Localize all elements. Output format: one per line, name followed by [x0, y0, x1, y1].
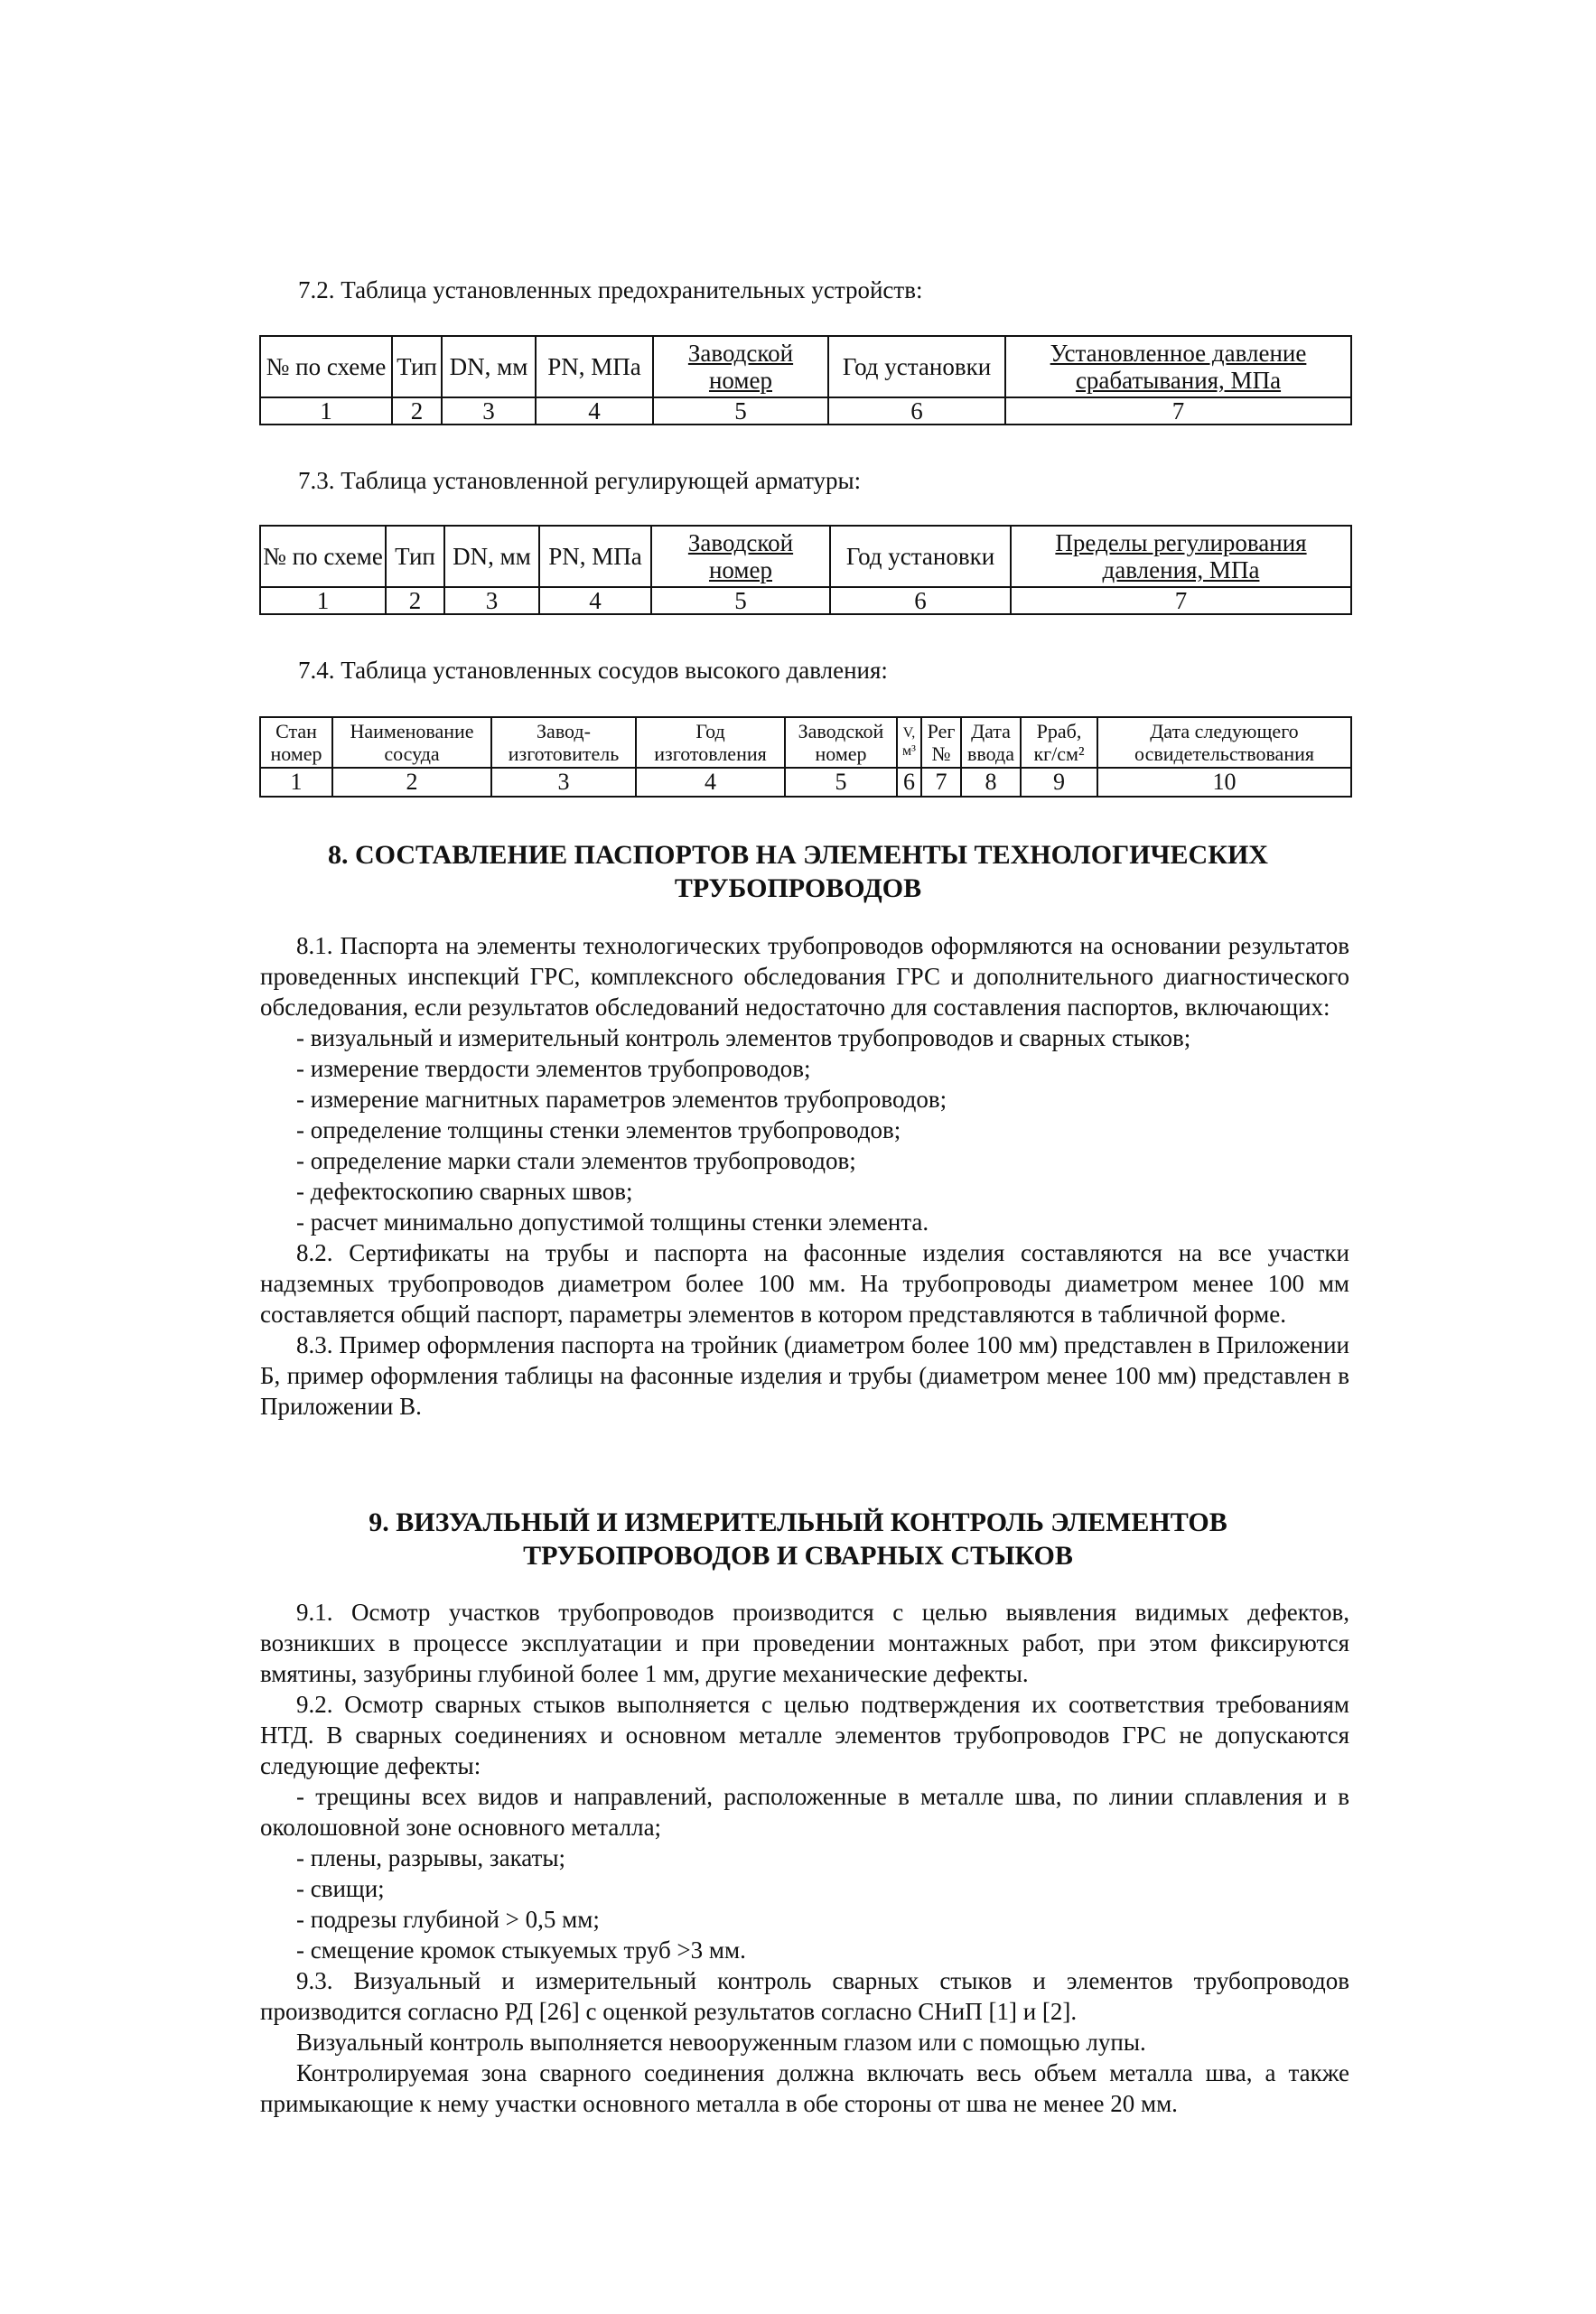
header-cell: Установленное давление срабатывания, МПа	[1005, 336, 1351, 397]
paragraph-9-3-zone: Контролируемая зона сварного соединения должна включать весь объем металла шва, а также примыкающие к нему участки основного металла в обе стороны от шва не менее 20 мм.	[260, 2059, 1349, 2117]
section-8-body	[260, 930, 1349, 1422]
number-cell: 10	[1097, 768, 1351, 797]
table-number-row	[260, 768, 1351, 797]
header-cell: DN, мм	[444, 526, 539, 587]
number-cell: 2	[332, 768, 491, 797]
section-8-title-line1: 8. СОСТАВЛЕНИЕ ПАСПОРТОВ НА ЭЛЕМЕНТЫ ТЕХНОЛОГИЧЕСКИХ	[328, 840, 1268, 870]
number-cell: 2	[392, 397, 442, 425]
header-cell: Рег №	[921, 717, 961, 768]
list-item: - измерение магнитных параметров элементов трубопроводов;	[296, 1086, 947, 1113]
list-item: - измерение твердости элементов трубопроводов;	[296, 1055, 811, 1082]
paragraph-9-1: 9.1. Осмотр участков трубопроводов производится с целью выявления видимых дефектов, возникших в процессе эксплуатации и при проведении монтажных работ, при этом фиксируются вмятины, зазубрины глубиной более 1 мм, другие механические дефекты.	[260, 1599, 1349, 1687]
table-header-row	[260, 336, 1351, 397]
number-cell: 6	[830, 587, 1011, 614]
number-cell: 2	[386, 587, 444, 614]
header-cell: № по схеме	[260, 526, 386, 587]
paragraph-9-2: 9.2. Осмотр сварных стыков выполняется с целью подтверждения их соответствия требованиям НТД. В сварных соединениях и основном металле элементов трубопроводов ГРС не допускаются следующие дефекты:	[260, 1691, 1349, 1779]
section-9-body	[260, 1597, 1349, 2119]
list-item: - дефектоскопию сварных швов;	[296, 1178, 633, 1205]
number-cell: 1	[260, 768, 332, 797]
paragraph-9-3: 9.3. Визуальный и измерительный контроль сварных стыков и элементов трубопроводов производится согласно РД [26] с оценкой результатов согласно СНиП [1] и [2].	[260, 1967, 1349, 2025]
header-cell: Заводской номер	[653, 336, 828, 397]
number-cell: 5	[785, 768, 897, 797]
section-8-heading	[0, 838, 1596, 905]
header-cell: Тип	[386, 526, 444, 587]
number-cell: 1	[260, 587, 386, 614]
header-cell: Стан номер	[260, 717, 332, 768]
number-cell: 5	[653, 397, 828, 425]
paragraph-8-2: 8.2. Сертификаты на трубы и паспорта на фасонные изделия составляются на все участки надземных трубопроводов диаметром более 100 мм. На трубопроводы диаметром менее 100 мм составляется общий паспорт, параметры элементов в котором представляются в табличной форме.	[260, 1239, 1349, 1328]
header-cell: Завод-изготовитель	[491, 717, 636, 768]
number-cell: 8	[961, 768, 1021, 797]
header-cell: Дата ввода	[961, 717, 1021, 768]
list-item: - трещины всех видов и направлений, расположенные в металле шва, по линии сплавления и в околошовной зоне основного металла;	[260, 1783, 1349, 1841]
table-7-2	[259, 335, 1352, 425]
list-item: - смещение кромок стыкуемых труб >3 мм.	[296, 1936, 746, 1964]
list-item: - определение марки стали элементов трубопроводов;	[296, 1147, 856, 1174]
header-cell: Пределы регулирования давления, МПа	[1011, 526, 1351, 587]
header-cell: Наименование сосуда	[332, 717, 491, 768]
number-cell: 4	[539, 587, 651, 614]
number-cell: 3	[444, 587, 539, 614]
number-cell: 4	[536, 397, 653, 425]
table-number-row	[260, 587, 1351, 614]
number-cell: 3	[491, 768, 636, 797]
number-cell: 9	[1021, 768, 1097, 797]
number-cell: 5	[651, 587, 830, 614]
header-cell: PN, МПа	[536, 336, 653, 397]
number-cell: 7	[921, 768, 961, 797]
table-7-4-caption: 7.4. Таблица установленных сосудов высокого давления:	[298, 657, 888, 684]
table-number-row	[260, 397, 1351, 425]
list-item: - подрезы глубиной > 0,5 мм;	[296, 1906, 600, 1933]
number-cell: 4	[636, 768, 785, 797]
header-cell: V, м³	[897, 717, 921, 768]
number-cell: 1	[260, 397, 392, 425]
paragraph-9-3-visual: Визуальный контроль выполняется невооруженным глазом или с помощью лупы.	[296, 2029, 1146, 2056]
header-cell: Дата следующего освидетельствования	[1097, 717, 1351, 768]
table-7-3-caption: 7.3. Таблица установленной регулирующей арматуры:	[298, 467, 862, 494]
list-item: - визуальный и измерительный контроль элементов трубопроводов и сварных стыков;	[296, 1024, 1191, 1051]
section-9-title-line1: 9. ВИЗУАЛЬНЫЙ И ИЗМЕРИТЕЛЬНЫЙ КОНТРОЛЬ ЭЛЕМЕНТОВ	[369, 1507, 1227, 1537]
header-cell: Год установки	[828, 336, 1005, 397]
section-8-title-line2: ТРУБОПРОВОДОВ	[674, 873, 922, 903]
number-cell: 7	[1011, 587, 1351, 614]
list-item: - плены, разрывы, закаты;	[296, 1844, 566, 1871]
number-cell: 6	[828, 397, 1005, 425]
list-item: - определение толщины стенки элементов трубопроводов;	[296, 1116, 901, 1143]
table-header-row	[260, 526, 1351, 587]
list-item: - расчет минимально допустимой толщины стенки элемента.	[296, 1208, 929, 1236]
header-cell: PN, МПа	[539, 526, 651, 587]
section-9-heading	[0, 1506, 1596, 1572]
list-item: - свищи;	[296, 1875, 385, 1902]
header-cell: № по схеме	[260, 336, 392, 397]
header-cell: Год изготовления	[636, 717, 785, 768]
header-cell: Рраб, кг/см²	[1021, 717, 1097, 768]
paragraph-8-1: 8.1. Паспорта на элементы технологических трубопроводов оформляются на основании результатов проведенных инспекций ГРС, комплексного обследования ГРС и дополнительного диагностического обследования, если результатов обследований недостаточно для составления паспортов, включающих:	[260, 932, 1349, 1021]
paragraph-8-3: 8.3. Пример оформления паспорта на тройник (диаметром более 100 мм) представлен в Приложении Б, пример оформления таблицы на фасонные изделия и трубы (диаметром менее 100 мм) представлен в Приложении В.	[260, 1331, 1349, 1420]
section-9-title-line2: ТРУБОПРОВОДОВ И СВАРНЫХ СТЫКОВ	[523, 1541, 1073, 1571]
table-header-row	[260, 717, 1351, 768]
number-cell: 3	[442, 397, 536, 425]
table-7-2-caption: 7.2. Таблица установленных предохранительных устройств:	[298, 276, 923, 303]
number-cell: 7	[1005, 397, 1351, 425]
table-7-3	[259, 525, 1352, 615]
header-cell: Заводской номер	[651, 526, 830, 587]
header-cell: DN, мм	[442, 336, 536, 397]
header-cell: Тип	[392, 336, 442, 397]
header-cell: Заводской номер	[785, 717, 897, 768]
table-7-4	[259, 716, 1352, 798]
header-cell: Год установки	[830, 526, 1011, 587]
number-cell: 6	[897, 768, 921, 797]
